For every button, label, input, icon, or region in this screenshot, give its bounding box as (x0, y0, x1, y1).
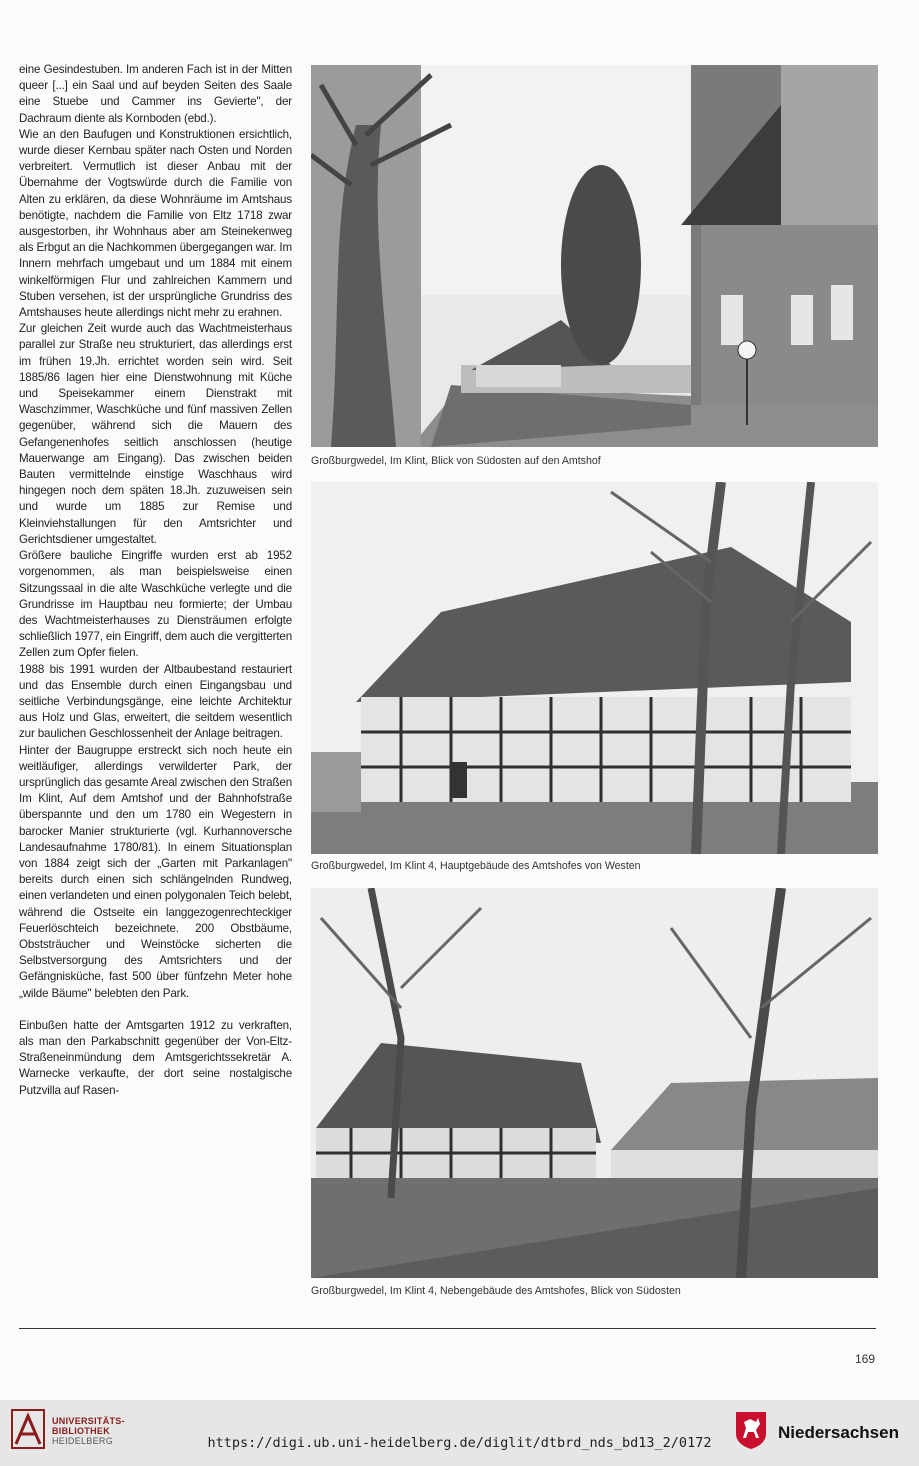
paragraph: Hinter der Baugruppe erstreckt sich noch heute ein weitläufiger, allerdings verwilderter Park, der ursprünglich das gesamte Areal zwischen den Straßen Im Klint, Auf dem Amtshof und der Bahnhofstraße überspannte und den um 1780 ein Wegestern in barocker Manier strukturierte (vgl. Kurhannoversche Landesaufnahme 1780/81). In einem Situationsplan von 1884 zeigt sich der „Garten mit Parkanlagen" bereits durch einen sich schlängelnden Rundweg, einen verlandeten und einen polygonalen Teich belebt, während die Ostseite ein langgezogenrechteckiger Feuerlöschteich bezeichnete. 200 Obstbäume, Obststräucher und Weinstöcke sicherten die Selbstversorgung des Amtsrichters und der Gefängnisküche, fast 500 über fünfzehn Meter hohe „wilde Bäume" belebten den Park. (19, 743, 292, 1000)
paragraph: Zur gleichen Zeit wurde auch das Wachtmeisterhaus parallel zur Straße neu strukturiert, das allerdings erst im frühen 19.Jh. errichtet worden sein wird. Seit 1885/86 lagen hier eine Dienstwohnung mit Küche und Speisekammer einem Dienstrakt mit Waschzimmer, Waschküche und fünf massiven Zellen gegenüber, während sich die Mauern des Gefangenenhofes seitlich anschlossen (heutige Mauerwange am Eingang). Das zwischen beiden Bauten vermittelnde einstige Waschhaus wird hingegen noch dem späten 18.Jh. zuzuweisen sein und wurde um 1885 zur Remise und Kleinviehstallungen für den Amtsrichter und Gerichtsdiener umgestaltet. (19, 322, 292, 546)
photo-main-building (311, 482, 878, 854)
library-name-line: HEIDELBERG (52, 1436, 114, 1446)
body-text-column (19, 62, 292, 1099)
photo-caption: Großburgwedel, Im Klint, Blick von Südosten auf den Amtshof (311, 455, 601, 467)
page-number: 169 (854, 1352, 875, 1366)
photo-caption: Großburgwedel, Im Klint 4, Nebengebäude des Amtshofes, Blick von Südosten (311, 1285, 681, 1297)
lower-saxony-horse-crest-icon (734, 1410, 768, 1450)
digitization-footer (0, 1400, 919, 1466)
library-name-line: BIBLIOTHEK (52, 1426, 110, 1436)
footer-rule (19, 1328, 876, 1329)
source-url[interactable]: https://digi.ub.uni-heidelberg.de/diglit/dtbrd_nds_bd13_2/0172 (207, 1435, 712, 1451)
paragraph: 1988 bis 1991 wurden der Altbaubestand restauriert und das Ensemble durch einen Eingangsbau und seitliche Verbindungsgänge, eine leichte Architektur aus Holz und Glas, erweitert, die seitdem wesentlich zur baulichen Geschlossenheit der Anlage beitragen. (19, 662, 292, 741)
photo-street-view (311, 65, 878, 447)
photo-side-building (311, 888, 878, 1278)
paragraph: Größere bauliche Eingriffe wurden erst ab 1952 vorgenommen, als man beispielsweise einen Sitzungssaal in die alte Waschküche verlegte und die Grundrisse im Hauptbau neu formierte; der Umbau des Wachtmeisterhauses zu Diensträumen erfolgte schließlich 1977, ein Eingriff, dem auch die vergitterten Zellen zum Opfer fielen. (19, 549, 292, 660)
library-name-line: UNIVERSITÄTS- (52, 1416, 125, 1426)
paragraph: Einbußen hatte der Amtsgarten 1912 zu verkraften, als man den Parkabschnitt gegenüber der Von-Eltz-Straßeneinmündung dem Amtsgerichtssekretär A. Warnecke verkaufte, der dort seine nostalgische Putzvilla auf Rasen- (19, 1018, 292, 1097)
state-name: Niedersachsen (778, 1423, 899, 1442)
photo-caption: Großburgwedel, Im Klint 4, Hauptgebäude des Amtshofes von Westen (311, 860, 641, 872)
paragraph: eine Gesindestuben. Im anderen Fach ist in der Mitten queer [...] ein Saal und auf beyden Seiten des Saale eine Stuebe und Cammer ins Gevierte", der Dachraum diente als Kornboden (ebd.). (19, 63, 292, 125)
paragraph: Wie an den Baufugen und Konstruktionen ersichtlich, wurde dieser Kernbau später nach Osten und Norden verbreitert. Vermutlich ist dieser Anbau mit der Übernahme der Vogtswürde durch die Familie von Alten zu erklären, da diese Wohnräume im Amtshaus benötigte, nachdem die Familie von Eltz 1718 zwar ausgestorben, ihr Wohnhaus aber am Steinekenweg als Erbgut an die Nachkommen übergegangen war. Im Innern mehrfach umgebaut und um 1884 mit einem winkelförmigen Flur und zahlreichen Kammern und Stuben versehen, ist der ursprüngliche Grundriss des Amtshauses heute allerdings nicht mehr zu erahnen. (19, 127, 292, 320)
